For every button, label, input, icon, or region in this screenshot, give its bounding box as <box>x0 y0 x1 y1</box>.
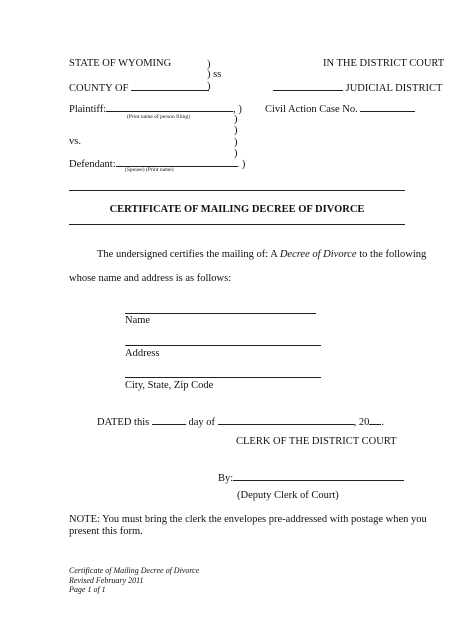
month-field[interactable] <box>218 415 354 425</box>
caption-paren: ) <box>207 81 211 92</box>
judicial-district-field[interactable] <box>273 81 343 91</box>
footer-page-number: Page 1 of 1 <box>69 585 106 594</box>
caption-paren: ) <box>234 148 238 159</box>
defendant-label: Defendant: . ) <box>69 159 246 170</box>
note-text: NOTE: You must bring the clerk the envelopes pre-addressed with postage when you <box>69 514 427 525</box>
defendant-hint: (Spouse) (Print name) <box>125 167 174 173</box>
caption-paren: ) <box>234 114 238 125</box>
dated-line: DATED this day of , 20 . <box>97 417 385 428</box>
judicial-district: JUDICIAL DISTRICT <box>273 81 442 95</box>
plaintiff-label: Plaintiff: , ) <box>69 104 242 115</box>
caption-paren: ) <box>207 59 211 70</box>
by-line: By: <box>218 471 404 485</box>
note-text-cont: present this form. <box>69 526 143 537</box>
divider-bottom <box>69 224 405 225</box>
county-field[interactable] <box>131 81 209 91</box>
case-number-field[interactable] <box>360 102 415 112</box>
city-state-zip-label: City, State, Zip Code <box>125 380 214 391</box>
footer-form-title: Certificate of Mailing Decree of Divorce <box>69 566 200 575</box>
caption-paren: ) <box>234 125 238 136</box>
address-field[interactable] <box>125 345 321 346</box>
name-label: Name <box>125 315 151 326</box>
document-title: CERTIFICATE OF MAILING DECREE OF DIVORCE <box>109 204 365 215</box>
clerk-signature-field[interactable] <box>233 471 404 481</box>
name-field[interactable] <box>125 313 316 314</box>
ss-label: ) ss <box>207 69 222 80</box>
city-state-zip-field[interactable] <box>125 377 321 378</box>
plaintiff-field[interactable] <box>106 102 233 112</box>
certification-text: The undersigned certifies the mailing of: A Decree of Divorce to the following <box>97 249 427 260</box>
county-label: COUNTY OF <box>69 81 209 95</box>
court-label: IN THE DISTRICT COURT <box>323 58 445 69</box>
defendant-field[interactable] <box>116 157 237 167</box>
day-field[interactable] <box>152 415 186 425</box>
year-field[interactable] <box>369 415 381 425</box>
address-label: Address <box>125 348 160 359</box>
state-label: STATE OF WYOMING <box>69 58 172 69</box>
footer-revision: Revised February 2011 <box>69 576 144 585</box>
civil-action-label: Civil Action Case No. <box>265 102 415 116</box>
plaintiff-hint: (Print name of person filing) <box>127 114 190 120</box>
divider-top <box>69 190 405 191</box>
clerk-title: CLERK OF THE DISTRICT COURT <box>236 436 397 447</box>
deputy-label: (Deputy Clerk of Court) <box>237 490 339 501</box>
caption-paren: ) <box>234 137 238 148</box>
vs-label: vs. <box>69 136 81 147</box>
certification-text-cont: whose name and address is as follows: <box>69 273 232 284</box>
